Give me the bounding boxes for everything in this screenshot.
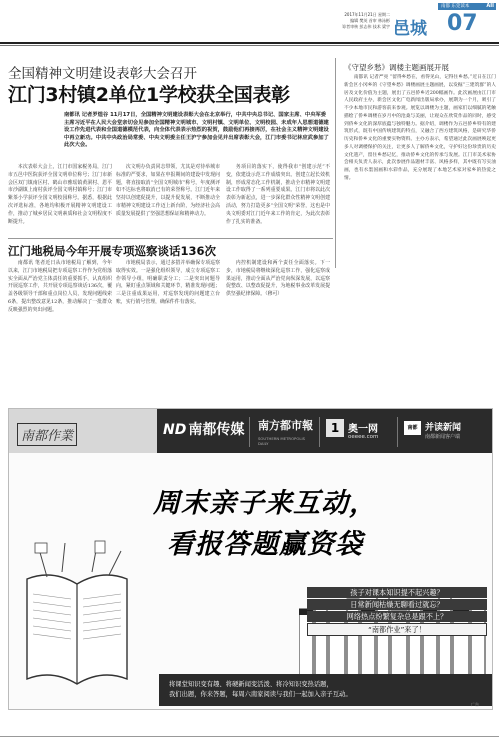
nandu-media-text: 南都传媒 <box>188 422 245 438</box>
right-story-headline: 《守望乡愁》调楼主题画展开展 <box>344 63 449 72</box>
ad-headline-line2: 看报答题赢资袋 <box>167 529 363 560</box>
check-line: 谅者审核 彭志伟 技术 梁宇 <box>342 24 390 29</box>
issue-date: 2017年11月21日 星期二 <box>344 12 390 17</box>
editor-line: 编辑 樊英 首审 林泳彬 <box>350 18 390 23</box>
ad-tag-panel <box>9 409 157 453</box>
nanfang-dushi-text: 南方都市報 <box>258 419 313 432</box>
bingdu-subtext: 南都新闻客户端 <box>425 434 461 440</box>
column-divider <box>335 58 336 268</box>
bingdu-icon: 南都 <box>404 421 421 435</box>
nanfang-dushi-subtext: SOUTHERN METROPOLIS DAILY <box>258 436 305 446</box>
lead-column-1: 本次表彰大会上，江门市国家税务局，江门市五邑中医院获评全国文明单位称号；江门市新会区双门镇南区村、鹤山市雅瑶镇黄洞村、恩平市沙湖镇上南村获评全国文明村镇称号；江门市紫茶小学获评全国文明校园称号。据悉，根据此次评选标准，各地均积极开展精神文明建设工作，推动了城乡居民文明素质和社会文明程度不断提升。 <box>8 164 112 225</box>
nd-mark: ND <box>163 422 187 438</box>
nanfang-dushi-logo <box>249 417 313 447</box>
ad-tag: 南都作業 <box>17 423 77 446</box>
lead-subtitle: 全国精神文明建设表彰大会召开 <box>8 66 197 82</box>
ad-question-4: “南都作业”来了！ <box>307 623 487 636</box>
badge-right-text: AII <box>486 3 494 9</box>
lead-column-3: 务项目的落实下，使得我市“创建示范”不变，依建设示范工作成绩突出。创建立起长效机制，形成常态化工作机制，推动全市精神文明建设工作取得了一系列重要成果。江门市将以此次表彰为新起点，进一步深化群众性精神文明创建活动，努力打造更多“全国文明”荣誉，这也是中央文明委对江门近年来工作的肯定，为此次表彰作了扎实的准备。 <box>226 164 330 225</box>
story2-column-1: 南都讯 笔者近日从市地税局了解到，今年以来，江门市地税局把专项巡察工作作为党组落实全面从严治党主体责任的重要抓手，认真组织开展巡察工作，共开展专项巡察谈话136次，覆盖各级领导干部和重点岗位人员，发现问题线索6条，提出整改意见12条，推动解决了一批群众反映强烈的突出问题。 <box>8 260 112 313</box>
masthead <box>0 0 499 44</box>
bingdu-news-logo <box>397 417 489 447</box>
story2-headline: 江门地税局今年开展专项巡察谈话136次 <box>8 244 217 258</box>
ad-logo-banner <box>157 409 493 453</box>
story-divider <box>8 238 333 239</box>
oeeee-logo <box>319 417 393 447</box>
story2-column-3: 内控机制建设和两个责任全面落实。下一步，市地税局将继续深化巡察工作，强化巡察成果运用，推动全面从严治党向纵深发展，以巡察促整改、以整改促提升，为地税事业改革发展提供坚强纪律保障。（穆可） <box>226 260 330 298</box>
open-book-illustration <box>17 539 137 694</box>
story2-column-2: 市地税局表示，通过多措并举确保专项巡察取得实效。一是强化组织领导，成立专项巡察工作领导小组，明确职责分工；二是突出问题导向，紧盯重点领域和关键环节，精准发现问题；三是注重成果运用，对巡察发现的问题建立台账，实行销号管理，确保件件有落实。 <box>116 260 220 305</box>
lead-summary: 南都讯 记者罗煌谷 11月17日，全国精神文明建设表彰大会在北京举行，中共中央总书记、国家主席、中央军委主席习近平在人民大会堂亲切会见参加全国精神文明城市、文明村镇、文明单位、文明校园、未成年人思想道德建设工作先进代表和全国道德模范代表，向全体代表表示热烈的祝贺，鼓励他们再接再厉，在社会主义精神文明建设中再立新功。中共中央政治局常委、中央文明委主任王沪宁参加会见并出席表彰大会，江门市委书记林应武参加了此次大会。 <box>64 112 329 149</box>
ad-question-2: 日常新闻枯燥无聊看过就忘？ <box>307 599 487 610</box>
section-title: 邑城 <box>393 19 427 39</box>
nandu-media-logo <box>163 419 244 439</box>
bottom-rule <box>0 736 499 737</box>
ad-corner-label: 广告 <box>471 702 479 707</box>
advertisement <box>8 408 493 710</box>
ad-bottom-line-2: 我们出题，你来答题，每周六南家阅读与我们一起加入亲子互动。 <box>169 690 352 698</box>
ad-bottom-line-1: 将课堂知识变有趣、将硬新闻变活泼、将冷知识变热话题， <box>169 681 333 688</box>
masthead-rule-thin <box>0 45 499 46</box>
ad-bottom-strip <box>159 674 493 706</box>
page-number: 07 <box>447 11 478 36</box>
ad-question-1: 孩子对课本知识提不起兴趣？ <box>307 587 487 598</box>
oeeee-url: oeeee.com <box>348 434 379 440</box>
section-badge <box>438 3 496 10</box>
lead-column-2: 次文明办负责同志带领，尤其是对待举城市标准的严要求，如果在申报期间的建设中发现问题，将直接取消“全国文明城市”称号，年度测评如不达标也将取消已有的荣誉称号。江门近年来坚持以创建促提升，以提升促发展，不断推动全市精神文明建设工作迈上新台阶，为经济社会高质量发展提供了坚强思想保证和精神动力。 <box>116 164 220 217</box>
badge-left-text: 南都 东莞读本 <box>441 4 470 9</box>
right-story-body: 南都讯 记者严亮 “留得乡愁在，看得见山，记得住乡愁。”近日在江门新会区小冈乡的《守望乡愁》调楼画展主题画展，以发掘“三建筑群”的人居及文化价值为主题，展出了五邑侨乡近200幅画作。此次画展由江门市人民政府主办，新会区文化广电新闻出版局承办，展期为一个月，吸引了不少本地市民和游客前来参观。展览以调楼为主题，画家们以细腻的笔触描绘了侨乡调楼在岁月中的沧桑与美丽，让观众在欣赏作品的同时，感受到侨乡文化的深厚底蕴与独特魅力。据介绍，调楼作为五邑侨乡特有的建筑形式，既有中国传统建筑的特点，又融合了西方建筑风格，是研究华侨历史和侨乡文化的重要实物资料。主办方表示，希望通过此次画展唤起更多人对调楼保护的关注，让更多人了解侨乡文化，守护好这份珍贵的历史文化遗产，留住乡愁记忆，推动侨乡文化的传承与发展。江门市美术家协会相关负责人表示，此次参展作品题材丰富、风格多样，其中既有写实油画，也有水墨国画和水彩作品，充分展现了本地艺术家对家乡的热爱之情。 <box>344 75 496 181</box>
masthead-info <box>322 12 390 30</box>
ad-question-3: 网络热点纷繁复杂总是跟不上？ <box>307 611 487 622</box>
masthead-rule <box>0 42 499 44</box>
bingdu-text: 并读新闻 <box>425 423 462 433</box>
oeeee-text: 奥一网 <box>348 424 378 435</box>
oeeee-icon: 1 <box>326 419 344 437</box>
ad-headline-line1: 周末亲子来互动， <box>153 488 377 519</box>
lead-headline: 江门3村镇2单位1学校获全国表彰 <box>8 84 290 106</box>
